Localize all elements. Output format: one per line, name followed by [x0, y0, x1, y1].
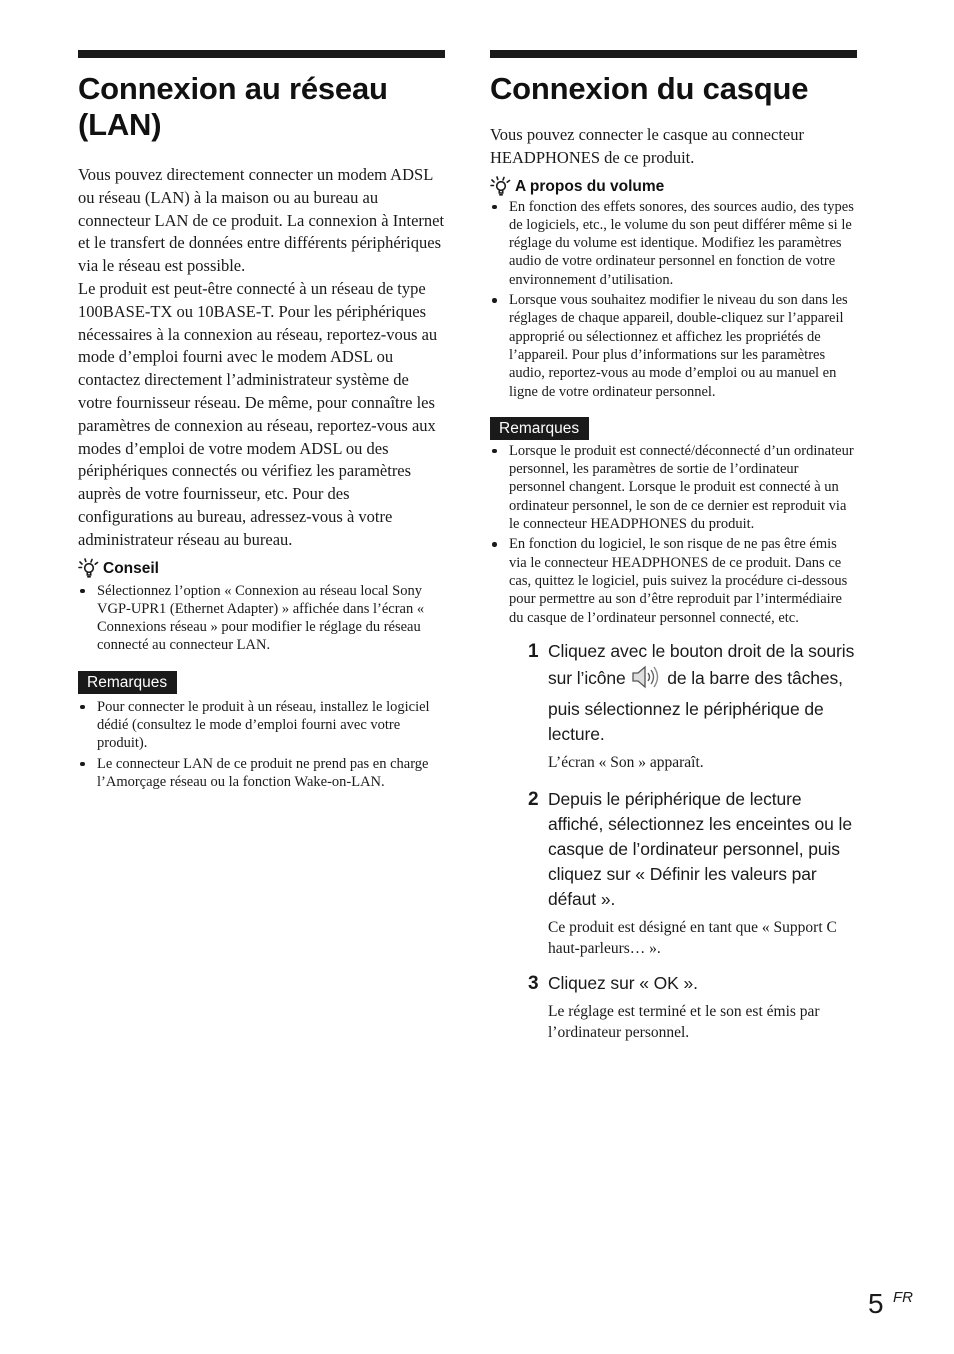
list-item: Pour connecter le produit à un réseau, installez le logiciel dédié (consultez le mode d’emploi fourni avec votre produit). [78, 698, 445, 753]
step-note: L’écran « Son » apparaît. [548, 753, 704, 771]
title-line-2: (LAN) [78, 107, 162, 142]
step-number: 1 [528, 640, 539, 662]
step-body [548, 639, 857, 773]
notes-badge: Remarques [490, 417, 589, 440]
tip-heading [78, 558, 445, 578]
step-3 [528, 971, 857, 1043]
page-language: FR [893, 1289, 913, 1306]
list-item: Sélectionnez l’option « Connexion au réseau local Sony VGP-UPR1 (Ethernet Adapter) » affichée dans l’écran « Connexions réseau » pour modifier le réglage du réseau connecté au connecteur LAN. [78, 582, 445, 655]
step-number: 2 [528, 788, 539, 810]
section-rule [490, 50, 857, 58]
tip-title: A propos du volume [515, 177, 665, 195]
section-title-lan [78, 71, 445, 143]
step-instruction [548, 639, 857, 747]
list-item: En fonction du logiciel, le son risque de ne pas être émis via le connecteur HEADPHONES de ce produit. Dans ce cas, quittez le logiciel, puis suivez la procédure ci-dessous pour permettre au son d’être reproduit par l’intermédiaire du casque de l’ordinateur personnel connecté, etc. [490, 535, 857, 626]
notes-block [78, 671, 445, 694]
step-instruction: Cliquez sur « OK ». [548, 972, 698, 993]
notes-block [490, 417, 857, 440]
step-body [548, 971, 857, 1043]
tip-list [490, 198, 857, 401]
intro-paragraph: Vous pouvez connecter le casque au connecteur HEADPHONES de ce produit. [490, 125, 804, 167]
lightbulb-icon [78, 558, 100, 578]
speaker-icon [631, 664, 661, 697]
step-2 [528, 787, 857, 959]
tip-list [78, 582, 445, 655]
notes-badge: Remarques [78, 671, 177, 694]
list-item: Le connecteur LAN de ce produit ne prend pas en charge l’Amorçage réseau ou la fonction Wake-on-LAN. [78, 755, 445, 792]
step-body [548, 787, 857, 959]
step-note: Le réglage est terminé et le son est émis par l’ordinateur personnel. [548, 1002, 820, 1041]
step-number: 3 [528, 972, 539, 994]
step-text-part: de la barre des tâches, puis sélectionnez le périphérique de lecture. [548, 667, 843, 744]
step-instruction: Depuis le périphérique de lecture affiché, sélectionnez les enceintes ou le casque de l’ordinateur personnel, puis cliquez sur « Définir les valeurs par défaut ». [548, 788, 852, 909]
step-text-part: Cliquez avec le bouton droit de la souris sur l’icône [548, 640, 855, 688]
step-note: Ce produit est désigné en tant que « Support C haut-parleurs… ». [548, 918, 837, 957]
left-column [78, 50, 445, 791]
section-title-headphones: Connexion du casque [490, 71, 809, 106]
body-paragraph: Le produit est peut-être connecté à un réseau de type 100BASE-TX ou 10BASE-T. Pour les périphériques nécessaires à la connexion au réseau, reportez-vous au mode d’emploi fourni avec le modem ADSL ou contactez directement l’administrateur système de votre fournisseur réseau. De même, pour connaître les paramètres de connexion au réseau, reportez-vous aux modes d’emploi de votre modem ADSL ou des périphériques connectés ou vérifiez les paramètres auprès de votre fournisseur, etc. Pour des configurations au bureau, adressez-vous à votre administrateur réseau au bureau. [78, 278, 438, 549]
notes-list [490, 442, 857, 627]
tip-heading [490, 176, 857, 196]
page-number: 5 [868, 1288, 884, 1319]
right-column [490, 50, 857, 1043]
notes-list [78, 698, 445, 791]
list-item: En fonction des effets sonores, des sources audio, des types de logiciels, etc., le volume du son peut différer même si le réglage du volume est identique. Modifiez les paramètres audio de votre ordinateur personnel en fonction de votre environnement d’utilisation. [490, 198, 857, 289]
section-rule [78, 50, 445, 58]
intro-paragraph: Vous pouvez directement connecter un modem ADSL ou réseau (LAN) à la maison ou au bureau au connecteur LAN de ce produit. La connexion à Internet et le transfert de données entre différents périphériques via le réseau est possible. [78, 165, 445, 276]
title-line-1: Connexion au réseau [78, 71, 388, 106]
list-item: Lorsque le produit est connecté/déconnecté d’un ordinateur personnel, les paramètres de sortie de l’ordinateur personnel changent. Lorsque le produit est connecté à un ordinateur personnel, le son de ce dernier est reproduit via le connecteur HEADPHONES du produit. [490, 442, 857, 533]
steps [490, 639, 857, 1043]
tip-title: Conseil [103, 559, 159, 577]
list-item: Lorsque vous souhaitez modifier le niveau du son dans les réglages de chaque appareil, double-cliquez sur l’appareil approprié ou sélectionnez et affichez les propriétés de l’appareil. Pour plus d’informations sur les paramètres audio, reportez-vous au mode d’emploi ou au manuel en ligne de votre ordinateur personnel. [490, 291, 857, 401]
lightbulb-icon [490, 176, 512, 196]
step-1 [528, 639, 857, 773]
